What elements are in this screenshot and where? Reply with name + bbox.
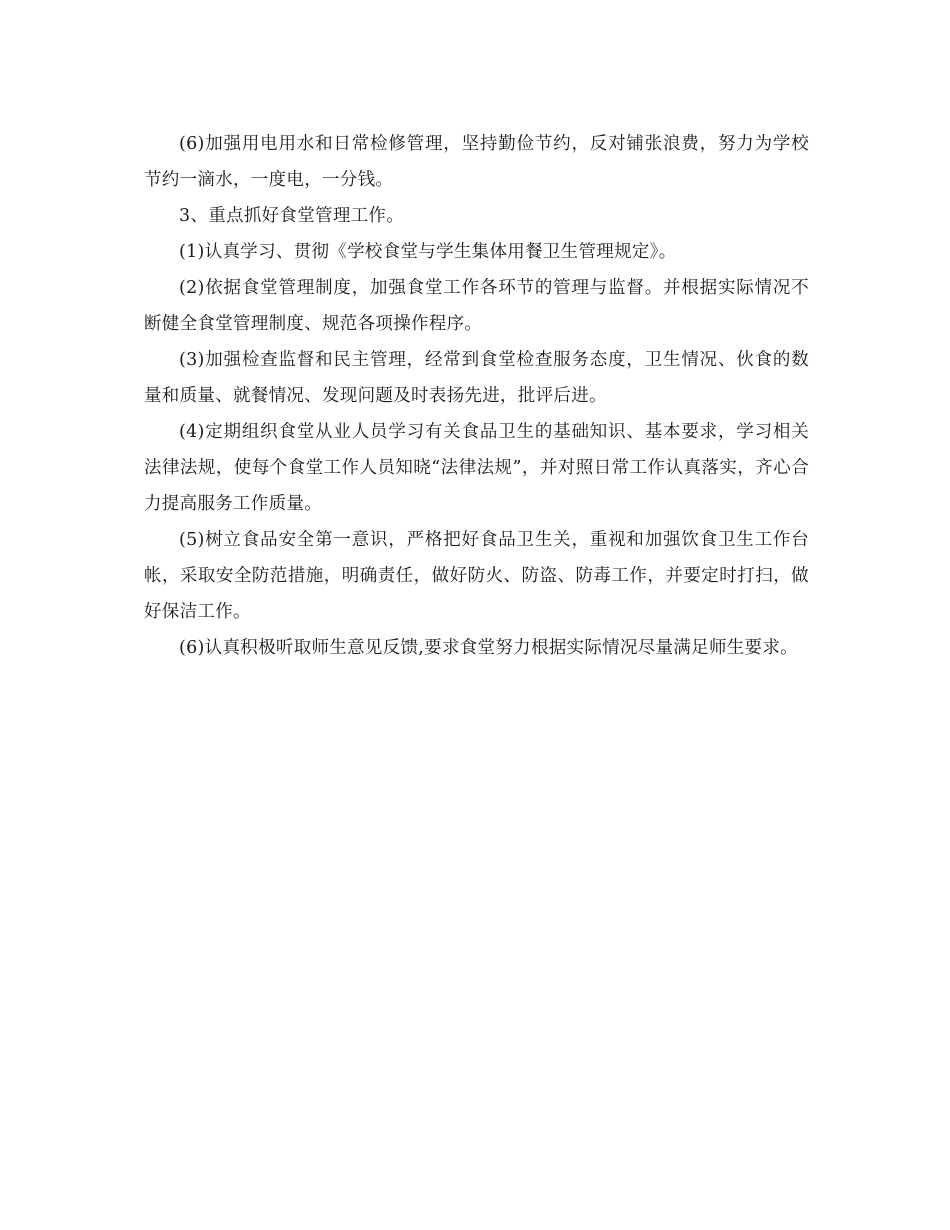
document-body xyxy=(144,126,809,666)
paragraph-inspection-supervision: (3)加强检查监督和民主管理，经常到食堂检查服务态度，卫生情况、伙食的数量和质量、就餐情况、发现问题及时表扬先进，批评后进。 xyxy=(144,350,809,406)
paragraph-study-regulations: (1)认真学习、贯彻《学校食堂与学生集体用餐卫生管理规定》。 xyxy=(179,242,677,262)
paragraph-food-safety: (5)树立食品安全第一意识，严格把好食品卫生关，重视和加强饮食卫生工作台帐，采取安全防范措施，明确责任，做好防火、防盗、防毒工作，并要定时打扫，做好保洁工作。 xyxy=(144,530,809,622)
paragraph-feedback: (6)认真积极听取师生意见反馈,要求食堂努力根据实际情况尽量满足师生要求。 xyxy=(179,638,798,658)
paragraph-utilities-management: (6)加强用电用水和日常检修管理，坚持勤俭节约，反对铺张浪费，努力为学校节约一滴水，一度电，一分钱。 xyxy=(144,134,809,190)
paragraph-staff-training: (4)定期组织食堂从业人员学习有关食品卫生的基础知识、基本要求，学习相关法律法规，使每个食堂工作人员知晓“法律法规”，并对照日常工作认真落实，齐心合力提高服务工作质量。 xyxy=(144,422,809,514)
paragraph-management-system: (2)依据食堂管理制度，加强食堂工作各环节的管理与监督。并根据实际情况不断健全食堂管理制度、规范各项操作程序。 xyxy=(144,278,809,334)
paragraph-section-heading: 3、重点抓好食堂管理工作。 xyxy=(179,206,405,226)
